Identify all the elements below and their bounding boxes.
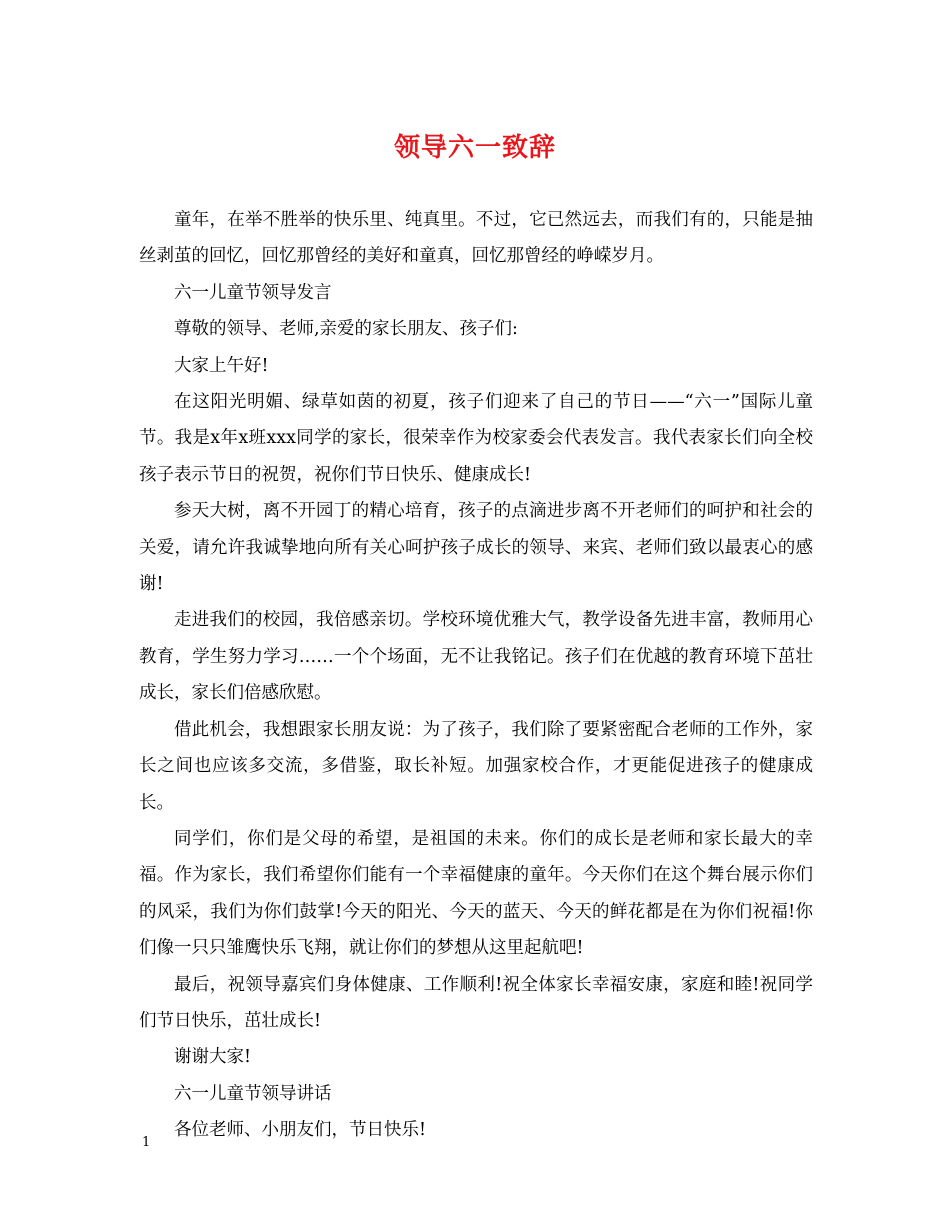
paragraph-parents: 借此机会，我想跟家长朋友说：为了孩子，我们除了要紧密配合老师的工作外，家长之间也应该多交流，多借鉴，取长补短。加强家校合作，才更能促进孩子的健康成长。 (139, 719, 813, 813)
page-number: 1 (142, 1135, 151, 1150)
paragraph-students: 同学们，你们是父母的希望，是祖国的未来。你们的成长是老师和家长最大的幸福。作为家长，我们希望你们能有一个幸福健康的童年。今天你们在这个舞台展示你们的风采，我们为你们鼓掌!今天的阳光、今天的蓝天、今天的鲜花都是在为你们祝福!你们像一只只雏鹰快乐飞翔，就让你们的梦想从这里起航吧! (139, 828, 813, 959)
paragraph-opening: 在这阳光明媚、绿草如茵的初夏，孩子们迎来了自己的节日——“六一”国际儿童节。我是x年x班xxx同学的家长，很荣幸作为校家委会代表发言。我代表家长们向全校孩子表示节日的祝贺，祝你们节日快乐、健康成长! (139, 392, 813, 485)
paragraph-thanks: 参天大树，离不开园丁的精心培育，孩子的点滴进步离不开老师们的呵护和社会的关爱，请允许我诚挚地向所有关心呵护孩子成长的领导、来宾、老师们致以最衷心的感谢! (139, 501, 813, 595)
paragraph-closing: 最后，祝领导嘉宾们身体健康、工作顺利!祝全体家长幸福安康，家庭和睦!祝同学们节日快乐，茁壮成长! (139, 974, 813, 1031)
paragraph-campus: 走进我们的校园，我倍感亲切。学校环境优雅大气，教学设备先进丰富，教师用心教育，学生努力学习……一个个场面，无不让我铭记。孩子们在优越的教育环境下茁壮成长，家长们倍感欣慰。 (139, 610, 813, 704)
document-title: 领导六一致辞 (393, 133, 556, 163)
section-heading-talk: 六一儿童节领导讲话 (174, 1083, 332, 1104)
paragraph-salutation: 尊敬的领导、老师,亲爱的家长朋友、孩子们: (174, 319, 518, 340)
paragraph-holiday-greeting: 各位老师、小朋友们，节日快乐! (174, 1120, 427, 1141)
paragraph-intro: 童年，在举不胜举的快乐里、纯真里。不过，它已然远去，而我们有的，只能是抽丝剥茧的回忆，回忆那曾经的美好和童真，回忆那曾经的峥嵘岁月。 (139, 210, 813, 267)
section-heading-speech: 六一儿童节领导发言 (174, 282, 332, 303)
paragraph-thank-you: 谢谢大家! (174, 1047, 252, 1068)
document-body (139, 202, 813, 1149)
paragraph-greeting: 大家上午好! (174, 355, 269, 376)
